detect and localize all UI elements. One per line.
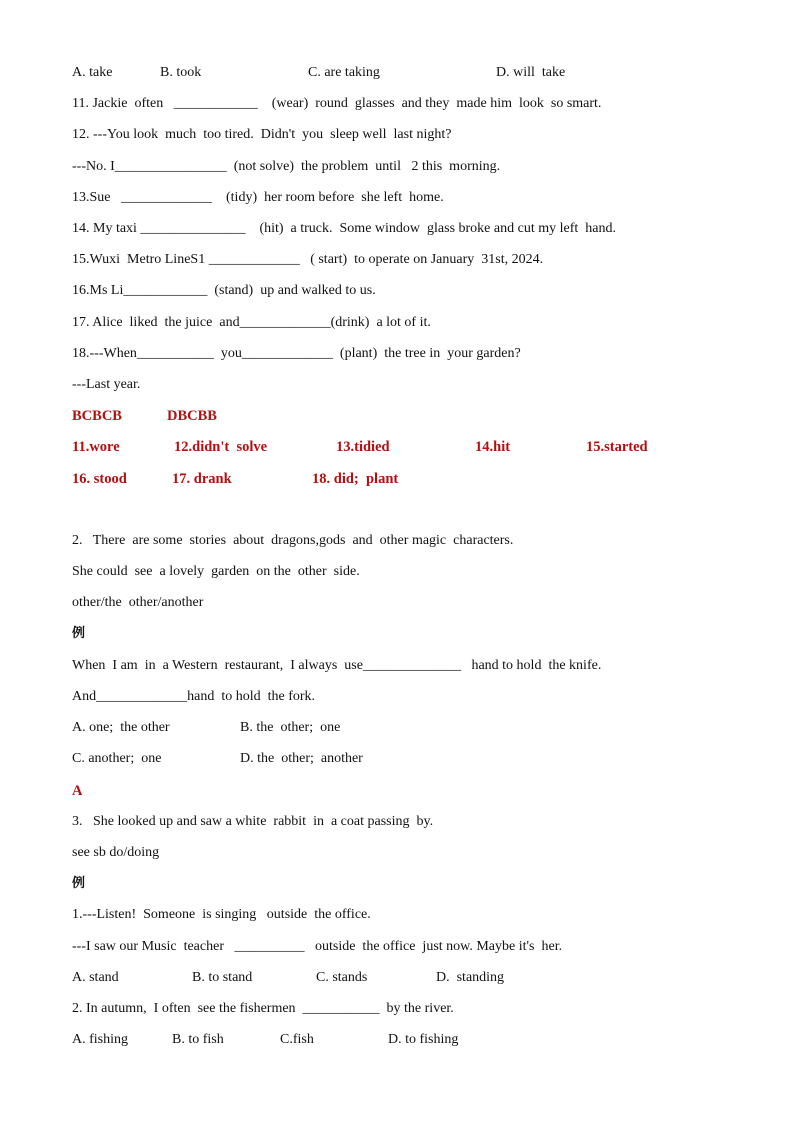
example-label: 例 [72, 876, 86, 891]
answer-12: 12.didn't solve [174, 439, 268, 455]
example-question-1: 1.---Listen! Someone is singing outside the office. [72, 907, 371, 922]
q1-option-b: B. to stand [192, 970, 253, 985]
example-question-1-reply: ---I saw our Music teacher __________ outside the office just now. Maybe it's her. [72, 939, 563, 954]
q2-option-d: D. to fishing [388, 1032, 459, 1047]
answer-18: 18. did; plant [312, 471, 399, 487]
example-question-line-2: And_____________hand to hold the fork. [72, 689, 316, 704]
section-3-sentence: 3. She looked up and saw a white rabbit in a coat passing by. [72, 814, 434, 829]
option-a: A. take [72, 65, 113, 80]
option-b: B. took [160, 65, 202, 80]
question-15: 15.Wuxi Metro LineS1 _____________ ( start) to operate on January 31st, 2024. [72, 252, 544, 267]
section-2-rule: other/the other/another [72, 595, 204, 610]
section-2-sentence-1: 2. There are some stories about dragons,gods and other magic characters. [72, 533, 514, 548]
q1-option-c: C. stands [316, 970, 368, 985]
question-11: 11. Jackie often ____________ (wear) round glasses and they made him look so smart. [72, 96, 602, 111]
answer-11: 11.wore [72, 439, 120, 455]
question-13: 13.Sue _____________ (tidy) her room before she left home. [72, 190, 444, 205]
example-answer: A [72, 783, 83, 799]
answer-key-2: DBCBB [167, 408, 217, 424]
q1-option-d: D. standing [436, 970, 505, 985]
section-2-sentence-2: She could see a lovely garden on the other side. [72, 564, 360, 579]
section-3-rule: see sb do/doing [72, 845, 160, 860]
q1-option-a: A. stand [72, 970, 119, 985]
answer-key-1: BCBCB [72, 408, 122, 424]
example-option-d: D. the other; another [240, 751, 363, 766]
example-option-c: C. another; one [72, 751, 162, 766]
option-c: C. are taking [308, 65, 380, 80]
q2-option-b: B. to fish [172, 1032, 224, 1047]
question-14: 14. My taxi _______________ (hit) a truck. Some window glass broke and cut my left hand. [72, 221, 616, 236]
question-12-reply: ---No. I________________ (not solve) the problem until 2 this morning. [72, 159, 501, 174]
question-18: 18.---When___________ you_____________ (plant) the tree in your garden? [72, 346, 521, 361]
answer-16: 16. stood [72, 471, 127, 487]
example-option-a: A. one; the other [72, 720, 170, 735]
q2-option-c: C.fish [280, 1032, 314, 1047]
question-12: 12. ---You look much too tired. Didn't you sleep well last night? [72, 127, 452, 142]
example-question-line-1: When I am in a Western restaurant, I always use______________ hand to hold the knife. [72, 658, 602, 673]
answer-17: 17. drank [172, 471, 232, 487]
question-17: 17. Alice liked the juice and_____________(drink) a lot of it. [72, 315, 431, 330]
example-label: 例 [72, 626, 86, 641]
answer-13: 13.tidied [336, 439, 390, 455]
answer-14: 14.hit [475, 439, 511, 455]
answer-15: 15.started [586, 439, 648, 455]
question-18-reply: ---Last year. [72, 377, 141, 392]
q2-option-a: A. fishing [72, 1032, 128, 1047]
example-question-2: 2. In autumn, I often see the fishermen ___________ by the river. [72, 1001, 454, 1016]
option-d: D. will take [496, 65, 566, 80]
example-option-b: B. the other; one [240, 720, 341, 735]
question-16: 16.Ms Li____________ (stand) up and walked to us. [72, 283, 376, 298]
